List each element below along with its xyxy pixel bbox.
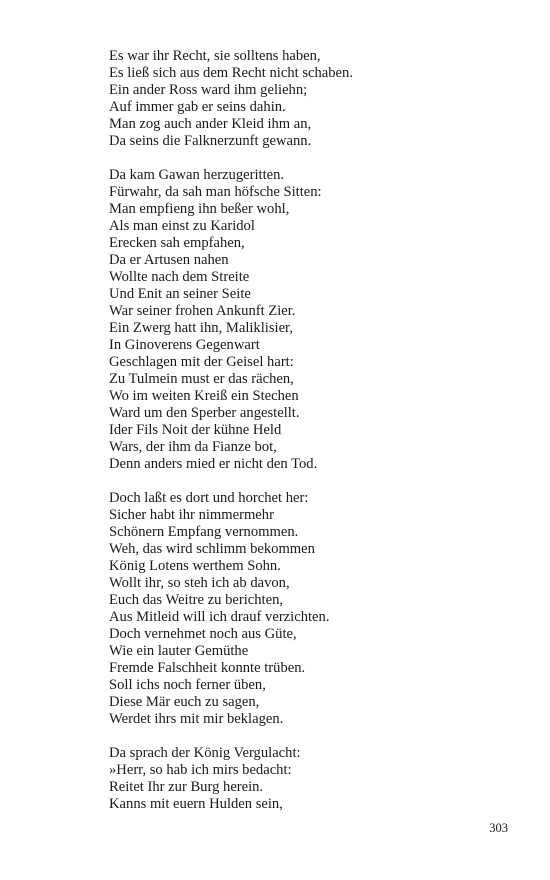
verse-line: Wars, der ihm da Fianze bot, xyxy=(109,439,277,455)
verse-line: Zu Tulmein must er das rächen, xyxy=(109,371,294,387)
verse-line: »Herr, so hab ich mirs bedacht: xyxy=(109,762,292,778)
verse-line: Diese Mär euch zu sagen, xyxy=(109,694,260,710)
verse-line: Wo im weiten Kreiß ein Stechen xyxy=(109,388,299,404)
verse-line: Als man einst zu Karidol xyxy=(109,218,255,234)
stanza xyxy=(109,490,509,728)
verse-line: Fürwahr, da sah man höfsche Sitten: xyxy=(109,184,322,200)
verse-line: Auf immer gab er seins dahin. xyxy=(109,99,286,115)
verse-line: Erecken sah empfahen, xyxy=(109,235,245,251)
verse-line: Da er Artusen nahen xyxy=(109,252,229,268)
verse-line: König Lotens werthem Sohn. xyxy=(109,558,281,574)
page-number: 303 xyxy=(489,821,508,835)
verse-line: War seiner frohen Ankunft Zier. xyxy=(109,303,296,319)
verse-line: Man zog auch ander Kleid ihm an, xyxy=(109,116,312,132)
verse-line: Ward um den Sperber angestellt. xyxy=(109,405,300,421)
stanza xyxy=(109,48,509,150)
verse-line: Sicher habt ihr nimmermehr xyxy=(109,507,274,523)
verse-line: Da sprach der König Vergulacht: xyxy=(109,745,301,761)
stanza xyxy=(109,745,509,813)
verse-line: Kanns mit euern Hulden sein, xyxy=(109,796,283,812)
verse-line: Wollte nach dem Streite xyxy=(109,269,250,285)
verse-line: Doch laßt es dort und horchet her: xyxy=(109,490,309,506)
verse-line: In Ginoverens Gegenwart xyxy=(109,337,260,353)
verse-line: Da kam Gawan herzugeritten. xyxy=(109,167,285,183)
poem-text xyxy=(109,48,509,830)
verse-line: Es ließ sich aus dem Recht nicht schaben. xyxy=(109,65,353,81)
verse-line: Ider Fils Noit der kühne Held xyxy=(109,422,282,438)
verse-line: Ein Zwerg hatt ihn, Maliklisier, xyxy=(109,320,293,336)
verse-line: Schönern Empfang vernommen. xyxy=(109,524,299,540)
verse-line: Geschlagen mit der Geisel hart: xyxy=(109,354,294,370)
verse-line: Es war ihr Recht, sie solltens haben, xyxy=(109,48,321,64)
verse-line: Reitet Ihr zur Burg herein. xyxy=(109,779,264,795)
verse-line: Doch vernehmet noch aus Güte, xyxy=(109,626,297,642)
verse-line: Ein ander Ross ward ihm geliehn; xyxy=(109,82,308,98)
verse-line: Werdet ihrs mit mir beklagen. xyxy=(109,711,284,727)
verse-line: Man empfieng ihn beßer wohl, xyxy=(109,201,290,217)
verse-line: Und Enit an seiner Seite xyxy=(109,286,251,302)
stanza xyxy=(109,167,509,473)
verse-line: Weh, das wird schlimm bekommen xyxy=(109,541,315,557)
verse-line: Da seins die Falknerzunft gewann. xyxy=(109,133,312,149)
verse-line: Wollt ihr, so steh ich ab davon, xyxy=(109,575,290,591)
verse-line: Wie ein lauter Gemüthe xyxy=(109,643,249,659)
verse-line: Aus Mitleid will ich drauf verzichten. xyxy=(109,609,330,625)
verse-line: Fremde Falschheit konnte trüben. xyxy=(109,660,306,676)
verse-line: Euch das Weitre zu berichten, xyxy=(109,592,284,608)
verse-line: Denn anders mied er nicht den Tod. xyxy=(109,456,318,472)
verse-line: Soll ichs noch ferner üben, xyxy=(109,677,266,693)
